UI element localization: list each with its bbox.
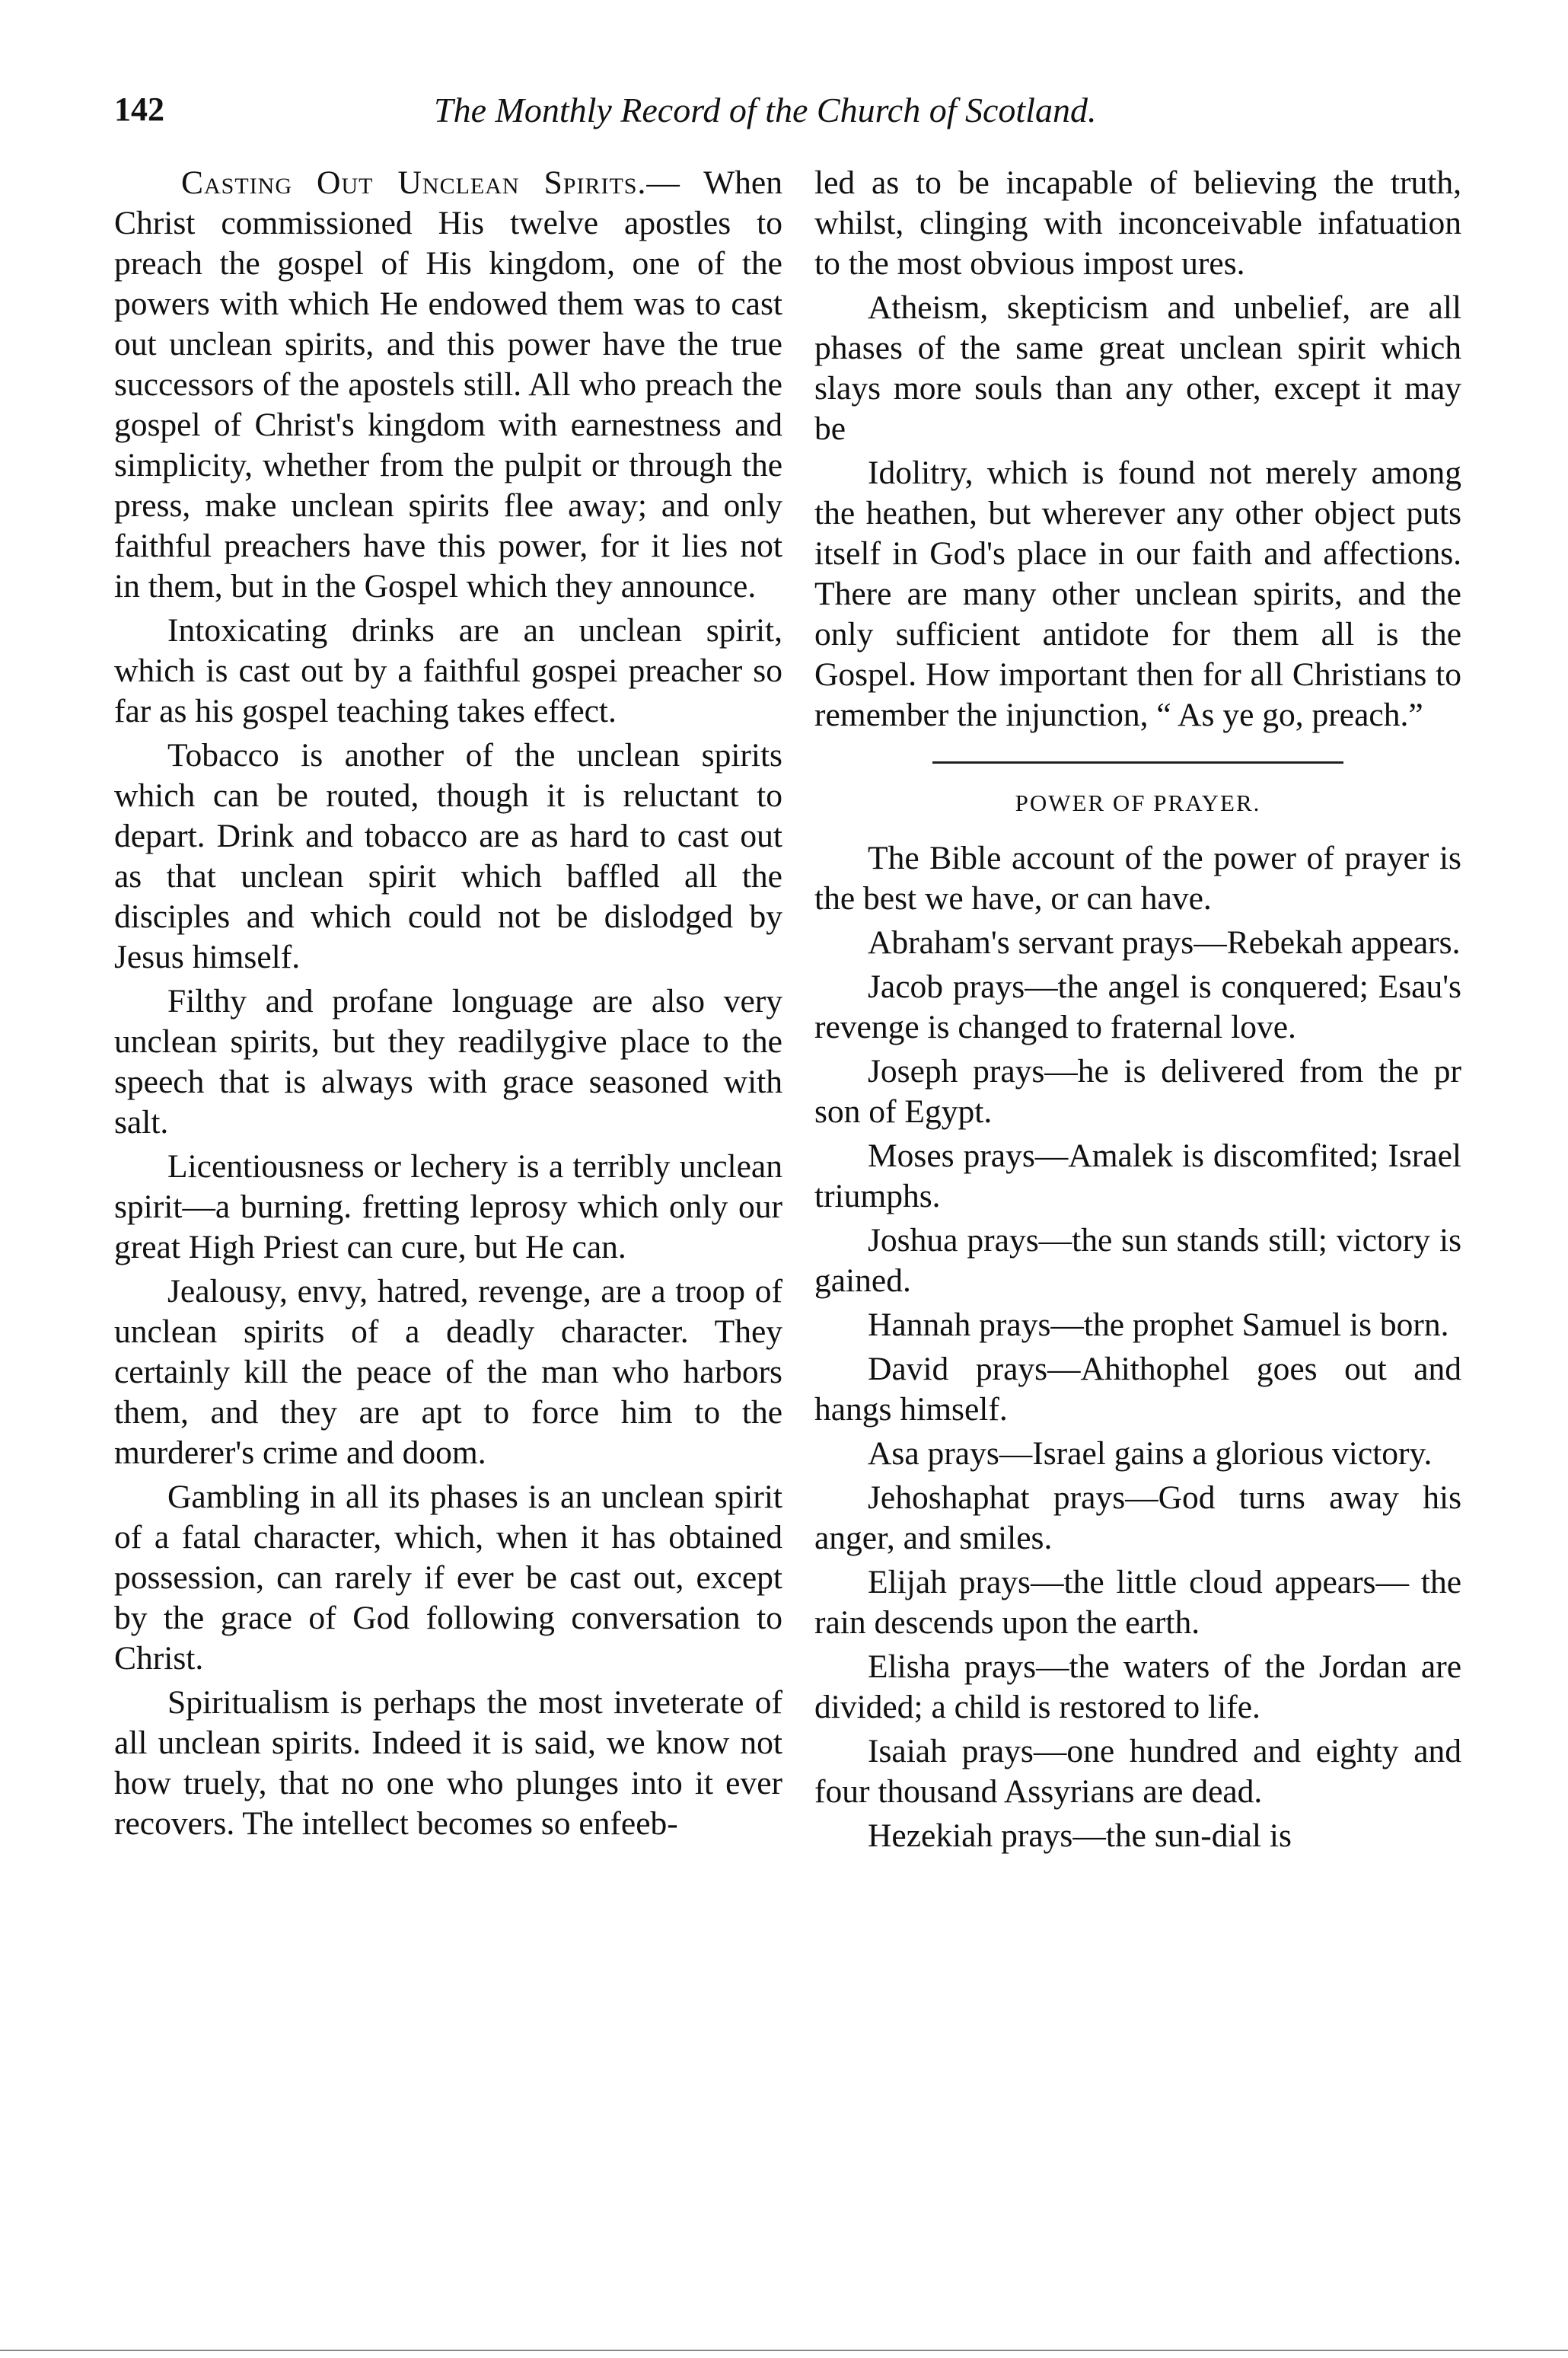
article-paragraph: Intoxicating drinks are an unclean spirit, which is cast out by a faithful gospei preacher so far as his gospel teaching takes effect. [114, 612, 782, 729]
right-column [814, 163, 1461, 1860]
prayer-paragraph: Abraham's servant prays—Rebekah appears. [868, 924, 1461, 961]
prayer-paragraph: Isaiah prays—one hundred and eighty and four thousand Assyrians are dead. [814, 1733, 1461, 1810]
prayer-paragraph: The Bible account of the power of prayer is the best we have, or can have. [814, 840, 1461, 917]
article-paragraph: Filthy and profane longuage are also very unclean spirits, but they readilygive place to the speech that is always with grace seasoned with salt. [114, 983, 782, 1141]
article-heading: Casting Out Unclean Spirits.— [181, 164, 680, 201]
prayer-paragraph: Moses prays—Amalek is discomfited; Israel triumphs. [814, 1138, 1461, 1214]
article-paragraph: Tobacco is another of the unclean spirits which can be routed, though it is reluctant to depart. Drink and tobacco are as hard to cast out as that unclean spirit which baffled all the disciples and which could not be dislodged by Jesus himself. [114, 737, 782, 975]
article-paragraph: Licentiousness or lechery is a terribly unclean spirit—a burning. fretting leprosy which only our great High Priest can cure, but He can. [114, 1148, 782, 1265]
section-title: POWER OF PRAYER. [1015, 790, 1261, 816]
prayer-paragraph: Hannah prays—the prophet Samuel is born. [868, 1307, 1449, 1343]
running-title: The Monthly Record of the Church of Scotland. [434, 91, 1097, 129]
prayer-paragraph: Hezekiah prays—the sun-dial is [868, 1817, 1292, 1854]
prayer-paragraph: Joshua prays—the sun stands still; victory is gained. [814, 1222, 1461, 1299]
section-divider [932, 761, 1343, 764]
article-paragraph: Idolitry, which is found not merely among the heathen, but wherever any other object puts itself in God's place in our faith and affections. There are many other unclean spirits, and the only sufficient antidote for them all is the Gospel. How important then for all Christians to remember the injunction, “ As ye go, preach.” [814, 455, 1461, 733]
prayer-paragraph: Elijah prays—the little cloud appears— the rain descends upon the earth. [814, 1564, 1461, 1641]
article-text: When Christ commissioned His twelve apostles to preach the gospel of His kingdom, one of the powers with which He endowed them was to cast out unclean spirits, and this power have the true successors of the apostels still. All who preach the gospel of Christ's kingdom with earnestness and simplicity, whether from the pulpit or through the press, make unclean spirits flee away; and only faithful preachers have this power, for it lies not in them, but in the Gospel which they announce. [114, 164, 782, 605]
article-paragraph: Jealousy, envy, hatred, revenge, are a troop of unclean spirits of a deadly character. They certainly kill the peace of the man who harbors them, and they are apt to force him to the murderer's crime and doom. [114, 1273, 782, 1471]
article-paragraph [114, 163, 782, 607]
article-paragraph: Spiritualism is perhaps the most inveterate of all unclean spirits. Indeed it is said, we know not how truely, that no one who plunges into it ever recovers. The intellect becomes so enfeeb- [114, 1684, 782, 1842]
page-header [114, 90, 1248, 143]
article-paragraph: Gambling in all its phases is an unclean spirit of a fatal character, which, when it has obtained possession, can rarely if ever be cast out, except by the grace of God following conversation to Christ. [114, 1479, 782, 1677]
prayer-paragraph: Joseph prays—he is delivered from the pr son of Egypt. [814, 1053, 1461, 1130]
prayer-paragraph: Jacob prays—the angel is conquered; Esau's revenge is changed to fraternal love. [814, 968, 1461, 1045]
page-number: 142 [114, 91, 164, 128]
page-bottom-edge [0, 2350, 1568, 2351]
prayer-paragraph: Elisha prays—the waters of the Jordan are divided; a child is restored to life. [814, 1648, 1461, 1725]
left-column [114, 163, 782, 1848]
article-continuation: led as to be incapable of believing the truth, whilst, clinging with inconceivable infatuation to the most obvious impost ures. [814, 164, 1461, 282]
prayer-paragraph: Asa prays—Israel gains a glorious victory. [868, 1435, 1433, 1472]
prayer-paragraph: Jehoshaphat prays—God turns away his anger, and smiles. [814, 1479, 1461, 1556]
prayer-paragraph: David prays—Ahithophel goes out and hangs himself. [814, 1351, 1461, 1428]
article-paragraph: Atheism, skepticism and unbelief, are all phases of the same great unclean spirit which slays more souls than any other, except it may be [814, 289, 1461, 447]
